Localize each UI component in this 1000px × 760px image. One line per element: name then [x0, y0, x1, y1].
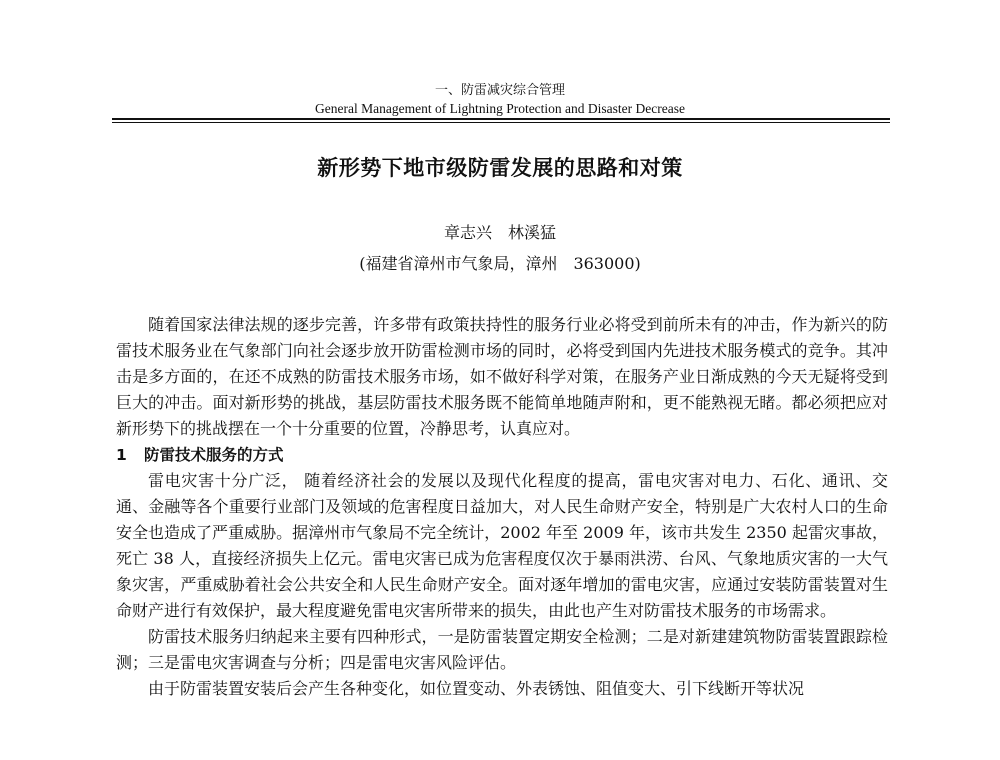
article-title: 新形势下地市级防雷发展的思路和对策 — [317, 156, 683, 180]
running-header-section-cn: 一、防雷减灾综合管理 — [434, 83, 565, 98]
section-title: 防雷技术服务的方式 — [144, 446, 284, 464]
body-paragraph-2: 防雷技术服务归纳起来主要有四种形式，一是防雷装置定期安全检测；二是对新建建筑物防雷装置跟踪检测；三是雷电灾害调查与分析；四是雷电灾害风险评估。 — [116, 627, 888, 672]
article-body — [116, 312, 888, 702]
body-paragraph-1: 雷电灾害十分广泛， 随着经济社会的发展以及现代化程度的提高，雷电灾害对电力、石化、通讯、交通、金融等各个重要行业部门及领域的危害程度日益加大，对人民生命财产安全，特别是广大农村人口的生命安全也造成了严重威胁。据漳州市气象局不完全统计，2002 年至 2009 年，该市共发生 2350 起雷灾事故，死亡 38 人，直接经济损失上亿元。雷电灾害已成为危害程度仅次于暴雨洪涝、台风、气象地质灾害的一大气象灾害，严重威胁着社会公共安全和人民生命财产安全。面对逐年增加的雷电灾害，应通过安装防雷装置对生命财产进行有效保护，最大程度避免雷电灾害所带来的损失，由此也产生对防雷技术服务的市场需求。 — [116, 471, 888, 620]
article-authors: 章志兴 林溪猛 — [443, 223, 556, 242]
header-rule-thin — [112, 122, 890, 123]
article-affiliation: (福建省漳州市气象局，漳州 363000) — [359, 254, 641, 273]
header-rule-thick — [112, 118, 890, 120]
intro-paragraph: 随着国家法律法规的逐步完善，许多带有政策扶持性的服务行业必将受到前所未有的冲击，作为新兴的防雷技术服务业在气象部门向社会逐步放开防雷检测市场的同时，必将受到国内先进技术服务模式的竞争。其冲击是多方面的，在还不成熟的防雷技术服务市场，如不做好科学对策，在服务产业日渐成熟的今天无疑将受到巨大的冲击。面对新形势的挑战，基层防雷技术服务既不能简单地随声附和，更不能熟视无睹。都必须把应对新形势下的挑战摆在一个十分重要的位置，冷静思考，认真应对。 — [116, 315, 888, 438]
body-paragraph-3: 由于防雷装置安装后会产生各种变化，如位置变动、外表锈蚀、阻值变大、引下线断开等状况 — [148, 679, 805, 698]
section-heading-1 — [116, 442, 888, 468]
section-number: 1 — [116, 446, 127, 464]
running-header-section-en: General Management of Lightning Protection and Disaster Decrease — [315, 101, 685, 116]
